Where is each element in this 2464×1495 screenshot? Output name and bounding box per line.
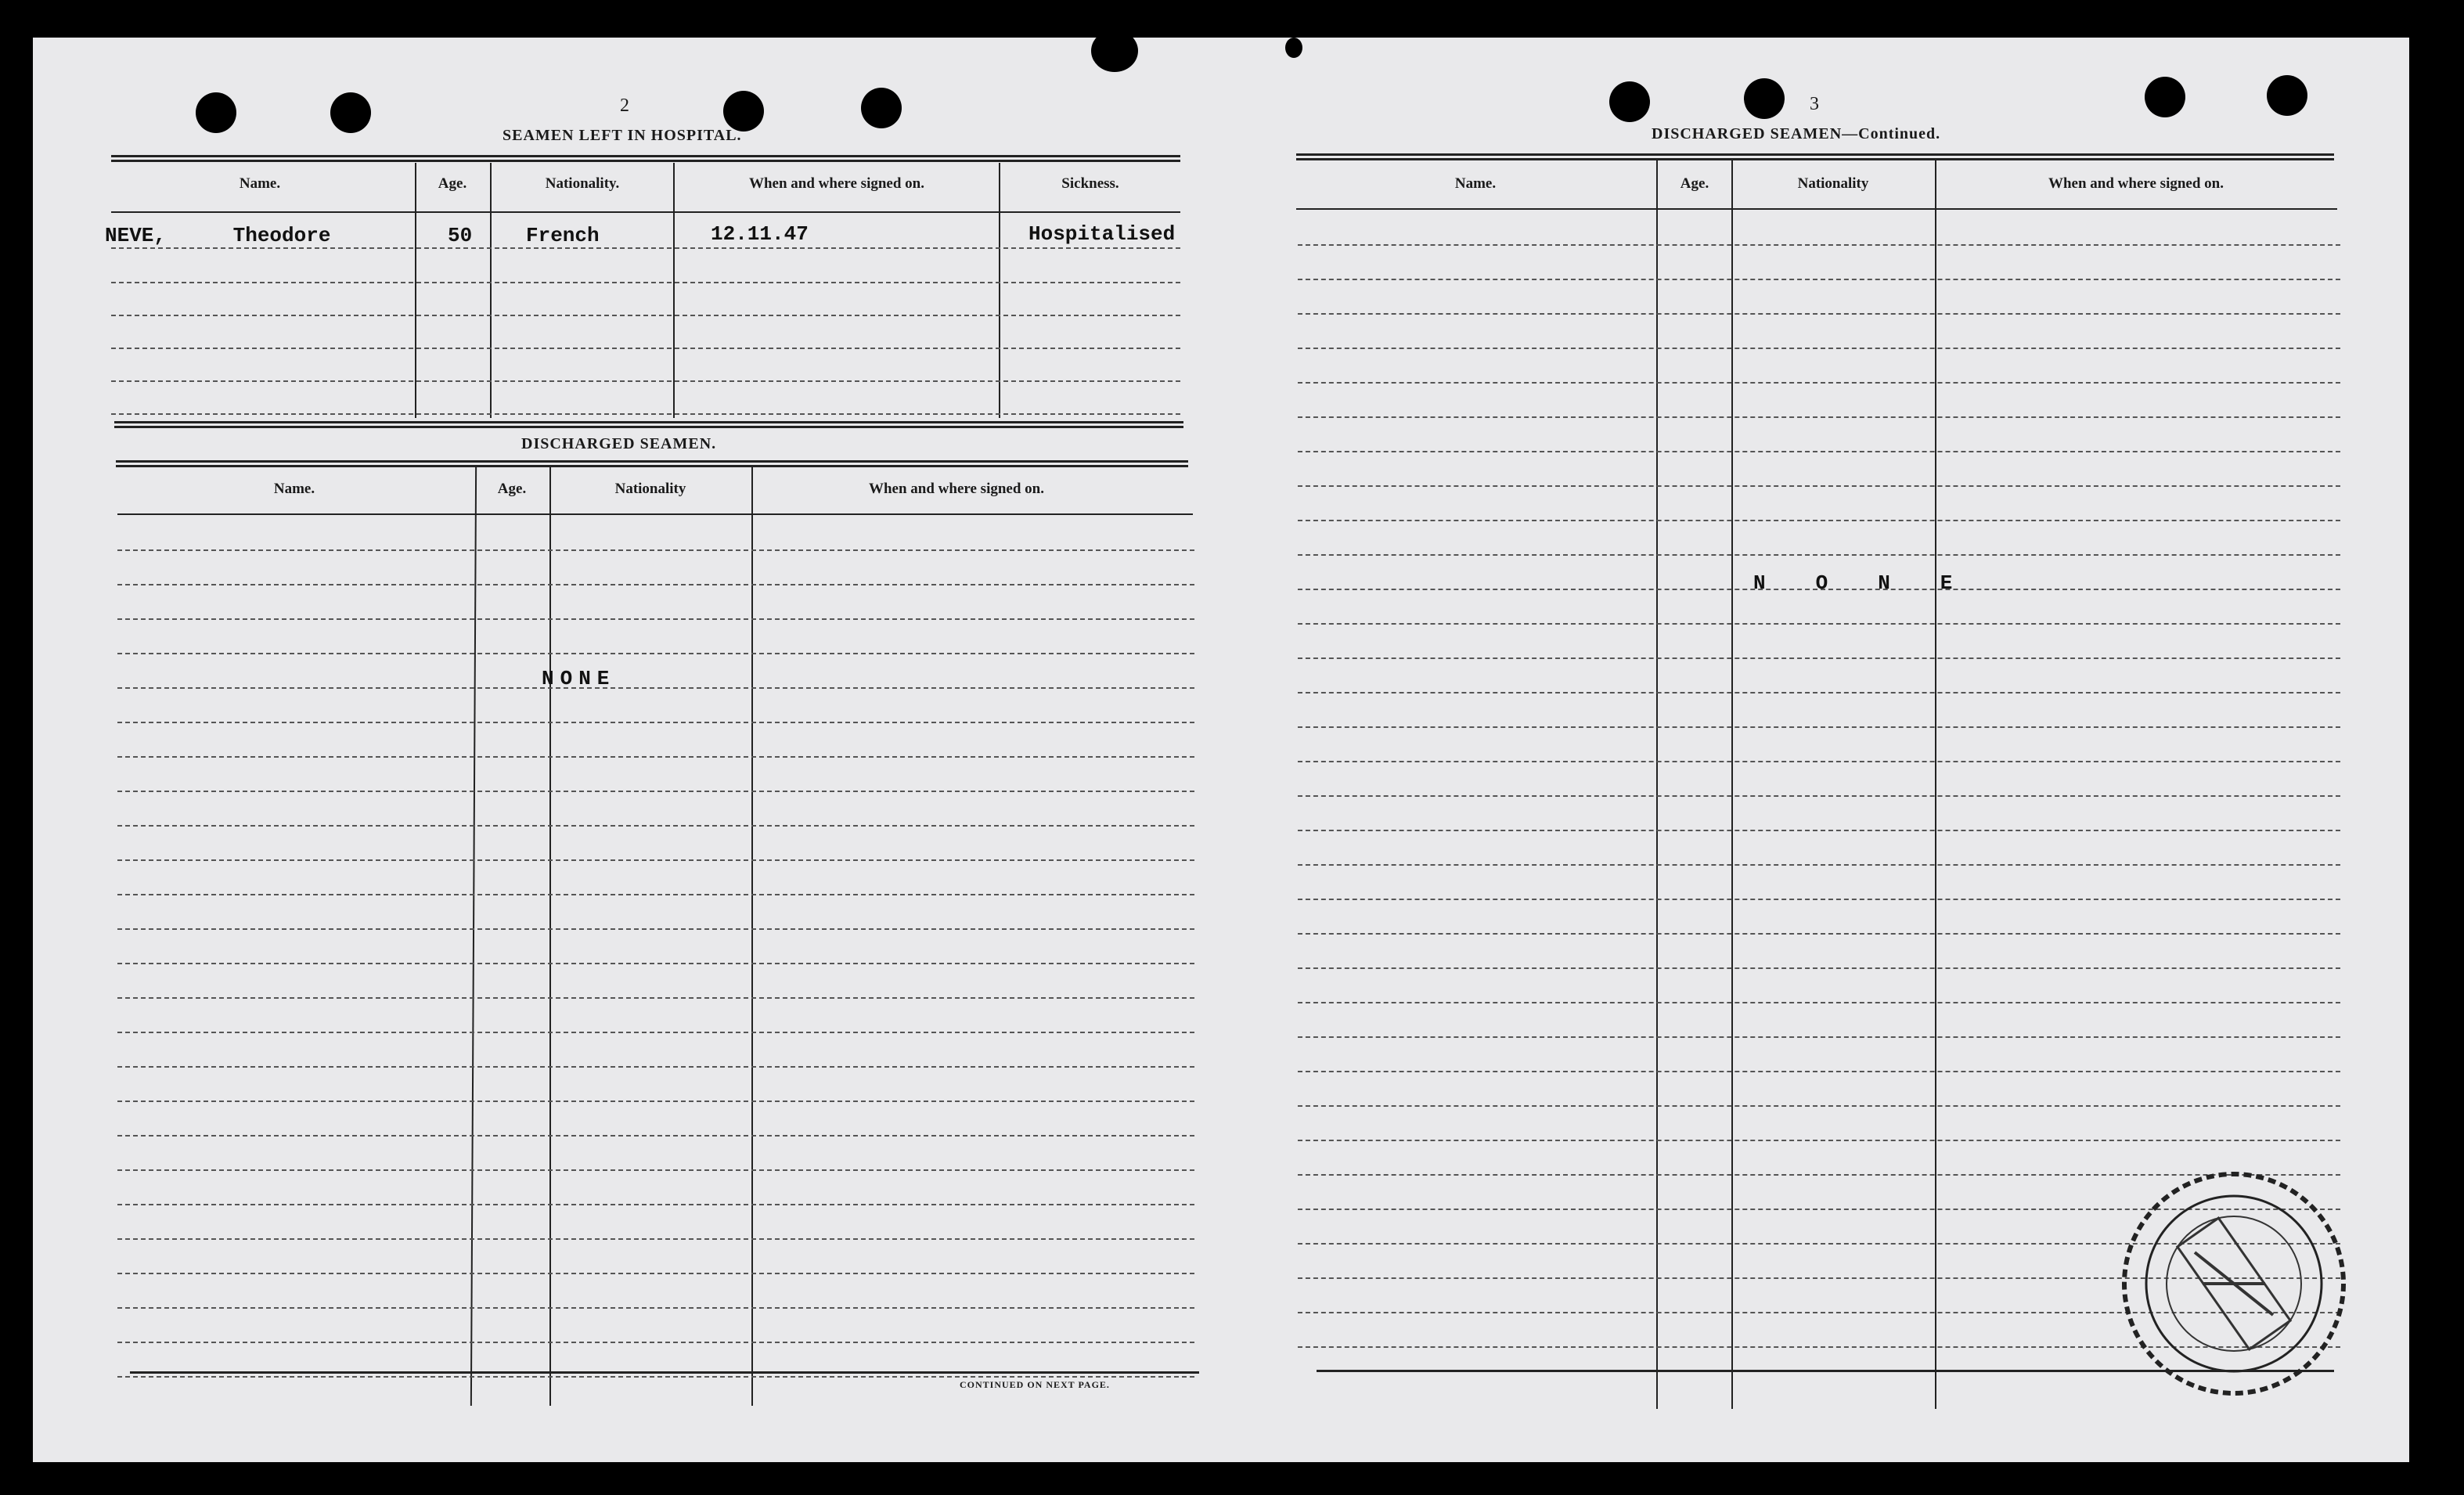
ruled-line bbox=[1298, 692, 2340, 693]
ruled-line bbox=[117, 928, 1194, 930]
ruled-line bbox=[117, 825, 1194, 827]
ruled-line bbox=[117, 653, 1194, 654]
ruled-line bbox=[1298, 348, 2340, 349]
ruled-line bbox=[1298, 554, 2340, 556]
section-title-discharged-continued: DISCHARGED SEAMEN—Continued. bbox=[1652, 125, 1941, 142]
ruled-line bbox=[117, 1342, 1194, 1343]
bottom-rule bbox=[130, 1371, 1199, 1374]
none-entry: NONE bbox=[1753, 571, 2003, 595]
page-number: 3 bbox=[1810, 94, 1819, 114]
ruled-line bbox=[1298, 520, 2340, 521]
punch-hole bbox=[2145, 77, 2185, 117]
ruled-line bbox=[117, 1101, 1194, 1102]
col-header-age: Age. bbox=[1680, 175, 1709, 192]
header-rule bbox=[117, 513, 1193, 515]
ruled-line bbox=[117, 1169, 1194, 1171]
hospital-entry-age: 50 bbox=[448, 224, 473, 247]
ruled-line bbox=[111, 247, 1180, 249]
document-page-spread bbox=[33, 38, 2409, 1462]
col-header-name: Name. bbox=[1454, 175, 1497, 192]
ruled-line bbox=[117, 687, 1194, 689]
ruled-line bbox=[1298, 1071, 2340, 1072]
ruled-line bbox=[1298, 899, 2340, 900]
ruled-line bbox=[1298, 382, 2340, 384]
header-rule bbox=[1296, 208, 2337, 210]
ruled-line bbox=[111, 413, 1180, 415]
hospital-entry-sickness: Hospitalised bbox=[1028, 222, 1176, 246]
ruled-line bbox=[111, 282, 1180, 283]
page-number: 2 bbox=[620, 95, 629, 116]
ruled-line bbox=[117, 963, 1194, 964]
none-entry: NONE bbox=[542, 667, 616, 690]
ruled-line bbox=[117, 859, 1194, 861]
col-header-age: Age. bbox=[497, 481, 527, 497]
ruled-line bbox=[1298, 1105, 2340, 1107]
ruled-line bbox=[117, 1135, 1194, 1137]
ruled-line bbox=[1298, 967, 2340, 969]
ruled-line bbox=[111, 315, 1180, 316]
double-rule bbox=[111, 155, 1180, 162]
double-rule bbox=[116, 460, 1188, 467]
ruled-line bbox=[117, 1032, 1194, 1033]
ruled-line bbox=[1298, 830, 2340, 831]
punch-hole bbox=[1744, 78, 1785, 119]
punch-hole bbox=[861, 88, 902, 128]
col-header-nationality: Nationality bbox=[614, 481, 686, 497]
column-divider bbox=[549, 467, 551, 1406]
ruled-line bbox=[111, 380, 1180, 382]
punch-hole bbox=[196, 92, 236, 133]
ruled-line bbox=[1298, 244, 2340, 246]
ruled-line bbox=[117, 1307, 1194, 1309]
double-rule bbox=[114, 421, 1183, 428]
continued-footer: CONTINUED ON NEXT PAGE. bbox=[960, 1379, 1110, 1390]
ruled-line bbox=[117, 1204, 1194, 1205]
col-header-nationality: Nationality. bbox=[545, 175, 620, 192]
ruled-line bbox=[1298, 933, 2340, 935]
ruled-line bbox=[1298, 451, 2340, 452]
punch-hole bbox=[1609, 81, 1650, 122]
ruled-line bbox=[111, 348, 1180, 349]
ruled-line bbox=[1298, 795, 2340, 797]
ruled-line bbox=[1298, 726, 2340, 728]
ruled-line bbox=[1298, 623, 2340, 625]
hospital-entry-signed-on: 12.11.47 bbox=[711, 222, 809, 246]
hospital-entry-name: NEVE, Theodore bbox=[105, 224, 331, 247]
ruled-line bbox=[117, 584, 1194, 585]
ruled-line bbox=[1298, 313, 2340, 315]
col-header-name: Name. bbox=[239, 175, 281, 192]
section-title-hospital: SEAMEN LEFT IN HOSPITAL. bbox=[503, 127, 742, 144]
ruled-line bbox=[1298, 761, 2340, 762]
ruled-line bbox=[117, 1273, 1194, 1274]
double-rule bbox=[1296, 153, 2334, 160]
header-rule bbox=[111, 211, 1180, 213]
ruled-line bbox=[117, 1376, 1194, 1378]
ink-blot bbox=[1285, 38, 1302, 58]
punch-hole bbox=[723, 91, 764, 131]
ruled-line bbox=[117, 618, 1194, 620]
ruled-line bbox=[117, 756, 1194, 758]
hospital-entry-nationality: French bbox=[526, 224, 600, 247]
col-header-signed-on: When and where signed on. bbox=[748, 175, 924, 192]
ruled-line bbox=[117, 722, 1194, 723]
column-divider bbox=[470, 467, 477, 1406]
ruled-line bbox=[1298, 485, 2340, 487]
ruled-line bbox=[1298, 1002, 2340, 1003]
col-header-sickness: Sickness. bbox=[1061, 175, 1119, 192]
ruled-line bbox=[117, 549, 1194, 551]
ruled-line bbox=[117, 997, 1194, 999]
ruled-line bbox=[117, 1238, 1194, 1240]
ruled-line bbox=[1298, 1140, 2340, 1141]
ruled-line bbox=[1298, 864, 2340, 866]
ruled-line bbox=[1298, 657, 2340, 659]
col-header-name: Name. bbox=[273, 481, 315, 497]
ruled-line bbox=[1298, 1036, 2340, 1038]
ink-blot bbox=[1091, 30, 1138, 72]
col-header-signed-on: When and where signed on. bbox=[868, 481, 1044, 497]
postmark-stamp bbox=[2116, 1166, 2351, 1401]
section-title-discharged: DISCHARGED SEAMEN. bbox=[521, 435, 717, 452]
col-header-signed-on: When and where signed on. bbox=[2048, 175, 2224, 192]
ruled-line bbox=[1298, 279, 2340, 280]
ruled-line bbox=[117, 894, 1194, 895]
punch-hole bbox=[2267, 75, 2307, 116]
ruled-line bbox=[117, 1066, 1194, 1068]
ruled-line bbox=[1298, 416, 2340, 418]
punch-hole bbox=[330, 92, 371, 133]
col-header-age: Age. bbox=[438, 175, 467, 192]
col-header-nationality: Nationality bbox=[1797, 175, 1869, 192]
ruled-line bbox=[117, 791, 1194, 792]
column-divider bbox=[751, 467, 753, 1406]
